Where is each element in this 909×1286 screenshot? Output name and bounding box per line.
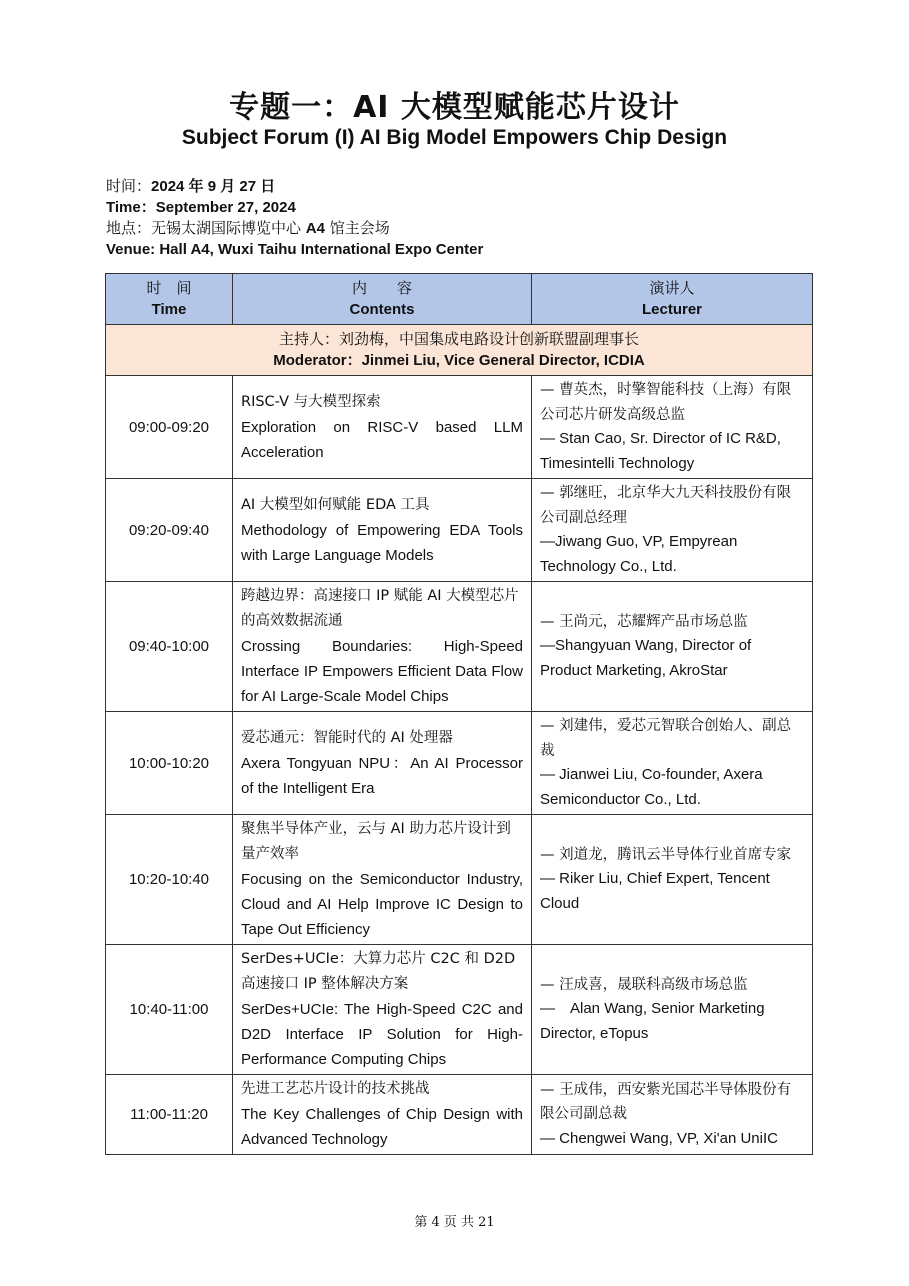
content-cn: RISC-V 与大模型探索 xyxy=(241,393,381,410)
content-en: Axera Tongyuan NPU：An AI Processor of the Intelligent Era xyxy=(241,754,523,797)
session-content xyxy=(233,1075,532,1155)
lecturer-cn: — 王成伟，西安紫光国芯半导体股份有限公司副总裁 xyxy=(540,1081,792,1123)
session-lecturer xyxy=(532,815,813,945)
lecturer-cn: — 刘建伟，爱芯元智联合创始人、副总裁 xyxy=(540,718,792,759)
lecturer-en: —Shangyuan Wang, Director of Product Marketing, AkroStar xyxy=(540,637,752,679)
session-time: 09:40-10:00 xyxy=(106,582,233,712)
header-contents-en: Contents xyxy=(349,301,415,318)
lecturer-en: — Jianwei Liu, Co-founder, Axera Semiconductor Co., Ltd. xyxy=(540,766,763,808)
session-time: 11:00-11:20 xyxy=(106,1075,233,1155)
session-content xyxy=(233,582,532,712)
table-row xyxy=(106,479,813,582)
lecturer-cn: — 郭继旺，北京华大九天科技股份有限公司副总经理 xyxy=(540,485,792,526)
header-lecturer-en: Lecturer xyxy=(641,301,703,318)
lecturer-cn: — 王尚元，芯耀辉产品市场总监 xyxy=(540,613,748,630)
lecturer-en: — Riker Liu, Chief Expert, Tencent Cloud xyxy=(540,870,770,912)
table-row xyxy=(106,945,813,1075)
content-cn: 跨越边界：高速接口 IP 赋能 AI 大模型芯片的高效数据流通 xyxy=(241,588,519,629)
time-cn xyxy=(106,176,483,197)
content-cn: AI 大模型如何赋能 EDA 工具 xyxy=(241,496,430,513)
session-lecturer xyxy=(532,376,813,479)
schedule-table xyxy=(105,273,813,1155)
content-en: Methodology of Empowering EDA Tools with Large Language Models xyxy=(241,521,523,564)
moderator-row xyxy=(106,325,813,376)
session-time: 09:20-09:40 xyxy=(106,479,233,582)
lecturer-en: —Jiwang Guo, VP, Empyrean Technology Co., Ltd. xyxy=(540,533,738,575)
content-cn: 聚焦半导体产业，云与 AI 助力芯片设计到量产效率 xyxy=(241,821,511,862)
lecturer-en: — Stan Cao, Sr. Director of IC R&D, Timesintelli Technology xyxy=(540,430,781,472)
lecturer-cn: — 刘道龙，腾讯云半导体行业首席专家 xyxy=(540,846,792,863)
venue-en: Venue: Hall A4, Wuxi Taihu International Expo Center xyxy=(106,241,484,258)
table-row xyxy=(106,712,813,815)
lecturer-en: — Alan Wang, Senior Marketing Director, eTopus xyxy=(540,1000,765,1042)
session-content xyxy=(233,815,532,945)
header-time xyxy=(106,274,233,325)
content-en: Crossing Boundaries: High-Speed Interface IP Empowers Efficient Data Flow for AI Large-Scale Model Chips xyxy=(241,638,523,705)
session-content xyxy=(233,376,532,479)
session-time: 10:40-11:00 xyxy=(106,945,233,1075)
header-lecturer xyxy=(532,274,813,325)
time-cn-label: 时间： xyxy=(106,177,152,195)
header-time-cn: 时 间 xyxy=(146,279,192,297)
page-footer: 第 4 页 共 21 xyxy=(414,1215,495,1230)
event-meta xyxy=(106,176,483,260)
header-contents-cn: 内 容 xyxy=(351,279,412,297)
session-time: 10:00-10:20 xyxy=(106,712,233,815)
session-lecturer xyxy=(532,582,813,712)
header-lecturer-cn: 演讲人 xyxy=(649,279,695,297)
header-time-en: Time xyxy=(151,301,187,318)
moderator-en: Moderator：Jinmei Liu, Vice General Director, ICDIA xyxy=(273,352,645,369)
page-title-cn: 专题一：AI 大模型赋能芯片设计 xyxy=(229,90,680,125)
lecturer-cn: — 汪成喜，晟联科高级市场总监 xyxy=(540,976,748,993)
session-content xyxy=(233,712,532,815)
content-cn: 先进工艺芯片设计的技术挑战 xyxy=(241,1081,430,1097)
content-en: The Key Challenges of Chip Design with Advanced Technology xyxy=(241,1106,523,1148)
content-en: SerDes+UCIe: The High-Speed C2C and D2D Interface IP Solution for High-Performance Computing Chips xyxy=(241,1001,523,1068)
venue-cn-rest: 馆主会场 xyxy=(324,219,390,237)
moderator-cell xyxy=(106,325,813,376)
content-en: Exploration on RISC-V based LLM Acceleration xyxy=(241,418,523,461)
table-row xyxy=(106,1075,813,1155)
session-lecturer xyxy=(532,1075,813,1155)
content-cn: SerDes+UCIe：大算力芯片 C2C 和 D2D 高速接口 IP 整体解决方案 xyxy=(241,951,516,992)
venue-cn xyxy=(106,218,483,239)
table-header-row xyxy=(106,274,813,325)
session-lecturer xyxy=(532,945,813,1075)
moderator-cn: 主持人：刘劲梅，中国集成电路设计创新联盟副理事长 xyxy=(278,330,639,348)
venue-cn-label: 地点：无锡太湖国际博览中心 xyxy=(106,219,306,237)
time-cn-value: 2024 年 9 月 27 日 xyxy=(151,178,276,195)
table-row xyxy=(106,815,813,945)
session-content xyxy=(233,479,532,582)
lecturer-en: — Chengwei Wang, VP, Xi'an UniIC xyxy=(540,1129,778,1147)
header-contents xyxy=(233,274,532,325)
page-title-en: Subject Forum (I) AI Big Model Empowers Chip Design xyxy=(181,126,728,149)
content-cn: 爱芯通元：智能时代的 AI 处理器 xyxy=(241,729,453,746)
table-row xyxy=(106,376,813,479)
table-row xyxy=(106,582,813,712)
time-en: Time：September 27, 2024 xyxy=(106,199,296,216)
session-lecturer xyxy=(532,712,813,815)
content-en: Focusing on the Semiconductor Industry, Cloud and AI Help Improve IC Design to Tape Out Efficiency xyxy=(241,871,523,938)
session-time: 09:00-09:20 xyxy=(106,376,233,479)
lecturer-cn: — 曹英杰，时擎智能科技（上海）有限公司芯片研发高级总监 xyxy=(540,382,792,423)
session-lecturer xyxy=(532,479,813,582)
session-content xyxy=(233,945,532,1075)
session-time: 10:20-10:40 xyxy=(106,815,233,945)
venue-cn-hall: A4 xyxy=(305,220,325,237)
